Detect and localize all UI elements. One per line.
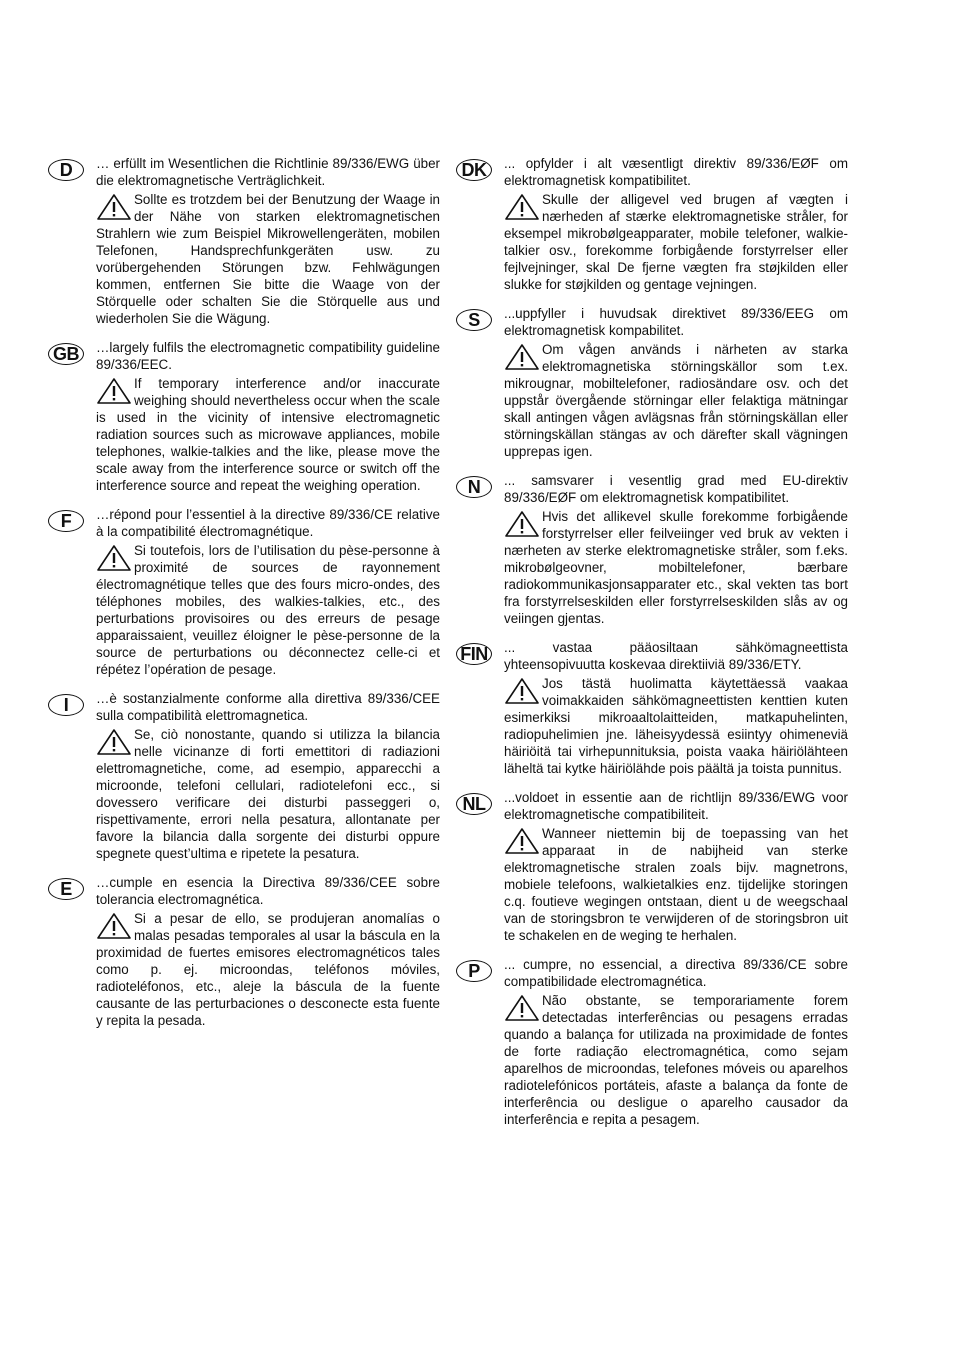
- interference-warning: [96, 910, 440, 1029]
- warning-text: Sollte es trotzdem bei der Benutzung der Waage in der Nähe von starken elektromagnetischen Strahlern wie zum Beispiel Mikrowellengeräten, mobilen Telefonen, Handsprechfunkgeräten usw. zu vorübergehenden Störungen bzw. Fehlwägungen kommen, entfernen Sie bitte die Waage von der Störquelle oder schalten Sie die Störquelle aus und wiederholen Sie die Wägung.: [96, 192, 440, 326]
- warning-text: Jos tästä huolimatta käytettäessä vaakaa voimakkaiden sähkömagneettisten kenttien kuten esimerkiksi mikroaaltolaitteiden, matkapuhelinten, radiopuhelimien jne. läheisyydessä esiintyy ohimeneviä häiriöitä tai virhepunnituksia, poista vaaka häiriölähteen läheltä tai kytke häiriölähde pois päältä ja toista punnitus.: [504, 676, 848, 776]
- interference-warning: [504, 191, 848, 293]
- conformity-statement: ... opfylder i alt væsentligt direktiv 89/336/EØF om elektromagnetisk kompatibilitet.: [504, 156, 848, 188]
- interference-warning: [504, 675, 848, 777]
- warning-triangle-icon: [96, 912, 132, 940]
- interference-warning: [504, 341, 848, 460]
- warning-triangle-icon: [504, 827, 540, 855]
- warning-triangle-icon: [504, 343, 540, 371]
- warning-triangle-icon: [504, 510, 540, 538]
- warning-triangle-icon: [504, 994, 540, 1022]
- warning-text: Om vågen används i närheten av starka elektromagnetiska störningskällor som t.ex. mikrougnar, mobiltelefoner, radiosändare osv. och det uppstår övergående störningar eller felaktiga mätningar skall antingen vågen avlägsnas från störningskällan eller störningskällan stängas av och därefter skall vägningen upprepas igen.: [504, 342, 848, 459]
- language-code-badge: FIN: [456, 643, 492, 665]
- interference-warning: [504, 992, 848, 1128]
- language-section-i: [48, 690, 440, 862]
- language-section-f: [48, 506, 440, 678]
- interference-warning: [96, 542, 440, 678]
- language-code-badge: DK: [456, 159, 492, 181]
- warning-text: Wanneer niettemin bij de toepassing van het apparaat in de nabijheid van sterke elektromagnetische stralen zoals bijv. magnetrons, mobiele telefoons, walkietalkies enz. tijdelijke storingen c.q. foutieve wegingen ontstaan, dient u de weegschaal van de storingsbron te verwijderen of de storingsbron uit te schakelen en de weging te herhalen.: [504, 826, 848, 943]
- language-code-badge: GB: [48, 343, 84, 365]
- conformity-statement: …cumple en esencia la Directiva 89/336/CEE sobre tolerancia electromagnética.: [96, 875, 440, 907]
- language-code-badge: F: [48, 510, 84, 532]
- language-section-nl: [456, 789, 848, 944]
- language-section-p: [456, 956, 848, 1128]
- warning-triangle-icon: [96, 193, 132, 221]
- conformity-statement: …répond pour l’essentiel à la directive 89/336/CE relative à la compatibilité électromagnétique.: [96, 507, 440, 539]
- language-section-fin: [456, 639, 848, 777]
- language-code-badge: N: [456, 476, 492, 498]
- language-section-dk: [456, 155, 848, 293]
- conformity-statement: …largely fulfils the electromagnetic compatibility guideline 89/336/EEC.: [96, 340, 440, 372]
- right-column: [456, 155, 848, 1140]
- language-code-badge: P: [456, 960, 492, 982]
- warning-triangle-icon: [504, 193, 540, 221]
- conformity-statement: ... samsvarer i vesentlig grad med EU-direktiv 89/336/EØF om elektromagnetisk kompatibilitet.: [504, 473, 848, 505]
- interference-warning: [96, 375, 440, 494]
- language-section-e: [48, 874, 440, 1029]
- language-section-s: [456, 305, 848, 460]
- language-code-badge: I: [48, 694, 84, 716]
- left-column: [48, 155, 440, 1041]
- conformity-statement: ... vastaa pääosiltaan sähkömagneettista yhteensopivuutta koskevaa direktiiviä 89/336/ETY.: [504, 640, 848, 672]
- warning-triangle-icon: [96, 377, 132, 405]
- language-section-d: [48, 155, 440, 327]
- interference-warning: [96, 191, 440, 327]
- interference-warning: [96, 726, 440, 862]
- warning-text: Não obstante, se temporariamente forem detectadas interferências ou pesagens erradas quando a balança for utilizada na proximidade de fontes de forte radiação electromagnética, como sejam aparelhos de microondas, telefones móveis ou aparelhos radiotelefónicos portáteis, afaste a balança da fonte de interferência ou desligue o aparelho causador da interferência e repita a pesagem.: [504, 993, 848, 1127]
- warning-text: If temporary interference and/or inaccurate weighing should nevertheless occur when the scale is used in the vicinity of intensive electromagnetic radiation sources such as microwave appliances, mobile telephones, walkie-talkies and the like, please move the scale away from the interference source or switch off the interference source and repeat the weighing operation.: [96, 376, 440, 493]
- language-code-badge: S: [456, 309, 492, 331]
- conformity-statement: ...uppfyller i huvudsak direktivet 89/336/EEG om elektromagnetisk kompabilitet.: [504, 306, 848, 338]
- language-code-badge: E: [48, 878, 84, 900]
- warning-triangle-icon: [504, 677, 540, 705]
- conformity-statement: ... cumpre, no essencial, a directiva 89/336/CE sobre compatibilidade electromagnética.: [504, 957, 848, 989]
- warning-triangle-icon: [96, 728, 132, 756]
- language-code-badge: NL: [456, 793, 492, 815]
- language-section-gb: [48, 339, 440, 494]
- warning-triangle-icon: [96, 544, 132, 572]
- conformity-statement: … erfüllt im Wesentlichen die Richtlinie 89/336/EWG über die elektromagnetische Verträglichkeit.: [96, 156, 440, 188]
- interference-warning: [504, 825, 848, 944]
- language-code-badge: D: [48, 159, 84, 181]
- language-section-n: [456, 472, 848, 627]
- warning-text: Hvis det allikevel skulle forekomme forbigående forstyrrelser eller feilveiinger ved bruk av vekten i nærheten av sterke elektromagnetiske stråler, som f.eks. mikrobølgeovner, mobiltelefoner, bærbare radiokommunikasjonsapparater etc., skal vekten tas bort fra forstyrrelseskilden eller forstyrrelseskilden slås av og veiingen gjentas.: [504, 509, 848, 626]
- warning-text: Si toutefois, lors de l’utilisation du pèse-personne à proximité de sources de rayonnement électromagnétique telles que des fours micro-ondes, des téléphones mobiles, des walkies-talkies, etc., des perturbations provisoires ou des erreurs de pesage apparaissaient, veuillez éloigner le pèse-personne de la source de perturbations ou déconnectez celle-ci et répétez l’opération de pesage.: [96, 543, 440, 677]
- warning-text: Skulle der alligevel ved brugen af vægten i nærheden af stærke elektromagnetiske stråler, for eksempel mikrobølgeapparater, mobile telefoner, walkie-talkier osv., forekomme forbigående forstyrrelser eller fejlvejninger, skal De fjerne vægten fra støjkilden eller slukke for støjkilden og gentage vejningen.: [504, 192, 848, 292]
- interference-warning: [504, 508, 848, 627]
- warning-text: Si a pesar de ello, se produjeran anomalías o malas pesadas temporales al usar la báscula en la proximidad de fuertes emisores electromagnéticos tales como p. ej. microondas, teléfonos móviles, radioteléfonos, etc., aleje la báscula de la fuente causante de las perturbaciones o desconecte esta fuente y repita la pesada.: [96, 911, 440, 1028]
- conformity-statement: …è sostanzialmente conforme alla direttiva 89/336/CEE sulla compatibilità elettromagnetica.: [96, 691, 440, 723]
- conformity-statement: ...voldoet in essentie aan de richtlijn 89/336/EWG voor elektromagnetische compatibiliteit.: [504, 790, 848, 822]
- warning-text: Se, ciò nonostante, quando si utilizza la bilancia nelle vicinanze di forti emettitori di radiazioni elettromagnetiche, come, ad esempio, apparecchi a microonde, telefoni cellulari, radiotelefoni ecc., si dovessero verificare dei disturbi passeggeri o, rispettivamente, errori nella pesatura, allontanate per favore la bilancia dalla sorgente dei disturbi oppure spegnete quest’ultima e ripetete la pesatura.: [96, 727, 440, 861]
